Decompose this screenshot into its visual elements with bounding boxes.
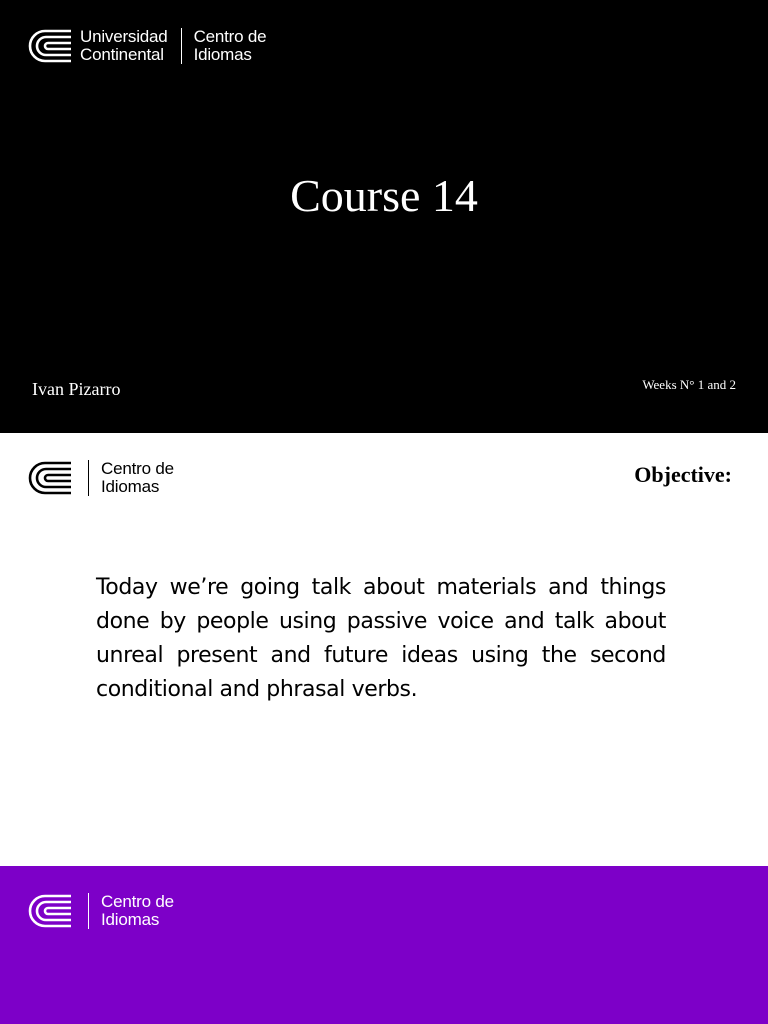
language-center-line-1: Centro de <box>101 459 174 478</box>
language-center-name <box>194 28 267 64</box>
language-center-line-2: Idiomas <box>193 45 252 64</box>
language-center-line-2: Idiomas <box>101 477 160 496</box>
objective-text: Today we’re going talk about materials and things done by people using passive voice and talk about unreal present and future ideas using the second conditional and phrasal verbs. <box>96 575 666 702</box>
language-center-line-2: Idiomas <box>101 910 160 929</box>
language-center-logo <box>28 893 174 929</box>
logo-divider <box>88 460 89 496</box>
language-center-line-1: Centro de <box>101 892 174 911</box>
objective-slide <box>0 433 768 866</box>
title-slide <box>0 0 768 433</box>
language-center-name <box>101 893 174 929</box>
language-center-line-1: Centro de <box>193 27 267 46</box>
logo-divider <box>88 893 89 929</box>
logo-divider <box>181 28 182 64</box>
language-center-name <box>101 460 174 496</box>
purple-slide <box>0 866 768 1024</box>
university-name-line-2: Continental <box>80 45 164 64</box>
language-center-logo <box>28 460 174 496</box>
university-name-line-1: Universidad <box>80 27 168 46</box>
university-name <box>80 28 168 64</box>
university-emblem-icon <box>28 461 72 495</box>
university-emblem-icon <box>28 894 72 928</box>
university-emblem-icon <box>28 29 72 63</box>
objective-heading: Objective: <box>634 462 732 487</box>
presenter-name: Ivan Pizarro <box>32 379 121 399</box>
university-logo <box>28 28 266 64</box>
course-title: Course 14 <box>290 170 478 221</box>
weeks-label: Weeks N° 1 and 2 <box>642 377 736 392</box>
